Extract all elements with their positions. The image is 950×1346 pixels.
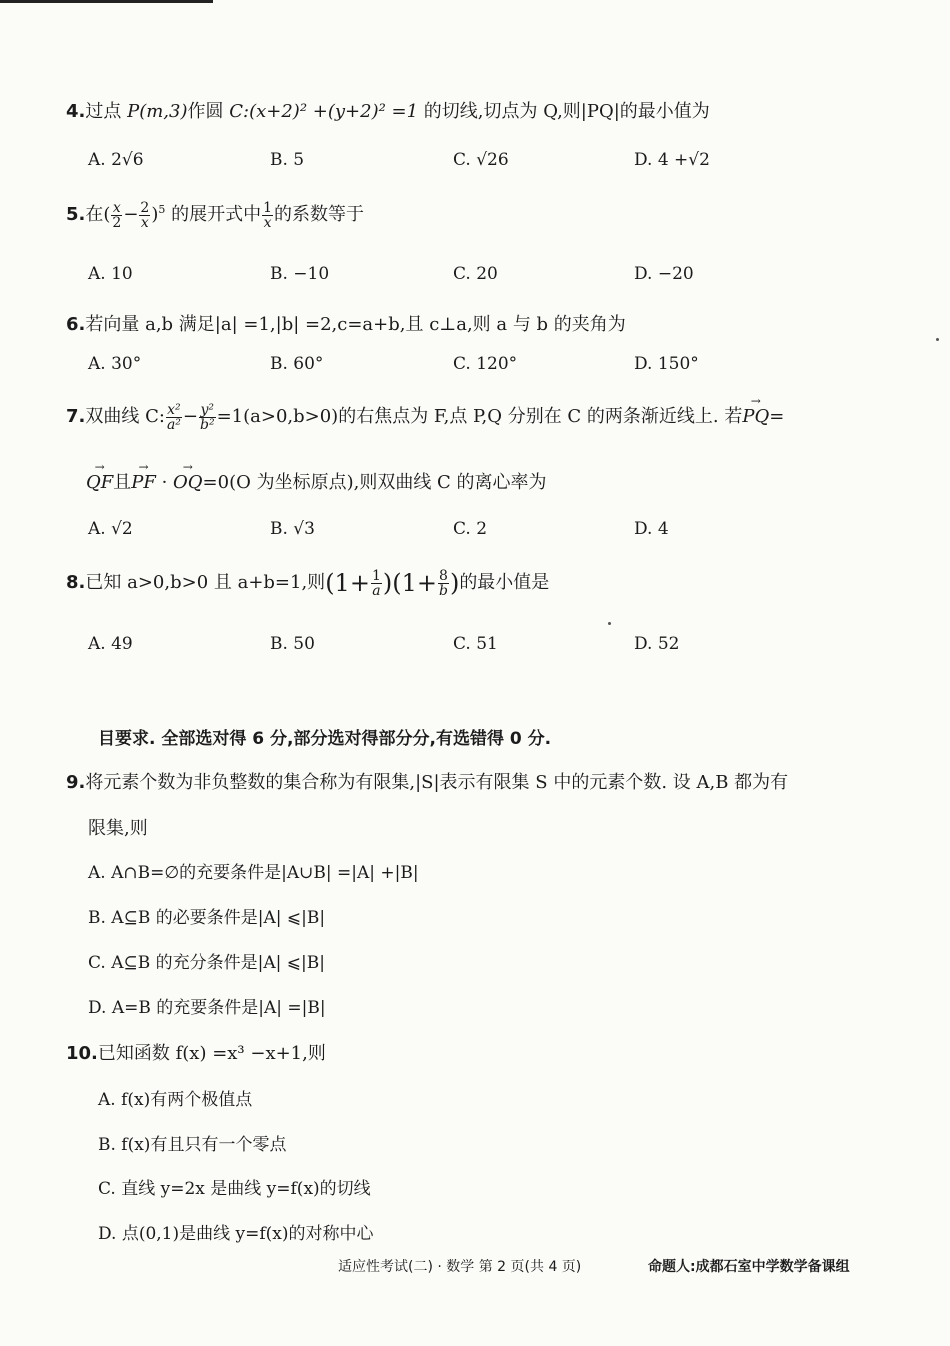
option-b: B. f(x)有且只有一个零点 [98, 1135, 287, 1155]
question-6 [66, 310, 626, 336]
question-7-line2: → QF且→ PF · → OQ=0(O 为坐标原点),则双曲线 C 的离心率为 [86, 468, 547, 494]
question-text: 将元素个数为非负整数的集合称为有限集,|S|表示有限集 S 中的元素个数. 设 A,B 都为有 [85, 772, 789, 793]
option-c: C. 2 [453, 519, 488, 539]
question-5: 5.在( $\frac{x}{2}$ − $\frac{2}{x}$ )$^5$ 的展开式中 $\frac{1}{x}$ 的系数等于 [66, 199, 365, 231]
option-d: D. 点(0,1)是曲线 y=f(x)的对称中心 [98, 1224, 374, 1244]
question-8: 8.已知 a>0,b>0 且 a+b=1,则(1+ $\frac{1}{a}$ )(1+ $\frac{8}{b}$ )的最小值是 [66, 567, 550, 599]
question-4 [66, 97, 710, 123]
fraction: $\frac{\text{y²}}{\text{b²}}$ [200, 401, 215, 433]
option-a: A. 2√6 [88, 150, 144, 170]
option-a: A. A∩B=∅的充要条件是|A∪B| =|A| +|B| [88, 863, 419, 883]
option-d: D. A=B 的充要条件是|A| =|B| [88, 998, 326, 1018]
scan-speck [608, 622, 611, 625]
fraction: $\frac{1}{a}$ [371, 567, 381, 599]
question-number: 8. [66, 572, 86, 593]
vector-oq: → OQ [173, 472, 203, 493]
question-number: 6. [66, 314, 86, 335]
scan-speck [936, 338, 939, 341]
question-text: =1(a>0,b>0)的右焦点为 F,点 P,Q 分别在 C 的两条渐近线上. 若 [216, 406, 743, 427]
option-b: B. 50 [270, 634, 315, 654]
question-9-line2: 限集,则 [88, 818, 148, 839]
question-text: 的系数等于 [274, 204, 365, 225]
option-c: C. 20 [453, 264, 498, 284]
question-text: 双曲线 C: [85, 406, 165, 427]
option-a: A. 49 [88, 634, 133, 654]
question-9 [66, 768, 788, 794]
option-d: D. 4 [634, 519, 669, 539]
question-text: 在( [85, 204, 111, 225]
question-text: 的切线,切点为 Q,则|PQ|的最小值为 [418, 101, 710, 122]
fraction: $\frac{2}{x}$ [140, 199, 150, 231]
option-a: A. √2 [88, 519, 133, 539]
question-text: 的展开式中 [165, 204, 262, 225]
fraction: $\frac{\text{x²}}{\text{a²}}$ [166, 401, 181, 433]
page-footer: 适应性考试(二) · 数学 第 2 页(共 4 页) [338, 1259, 582, 1275]
option-c: C. √26 [453, 150, 509, 170]
option-c: C. A⊆B 的充分条件是|A| ⩽|B| [88, 953, 325, 973]
option-d: D. 4 +√2 [634, 150, 710, 170]
section-instructions: 目要求. 全部选对得 6 分,部分选对得部分分,有选错得 0 分. [98, 729, 552, 749]
option-a: A. f(x)有两个极值点 [98, 1090, 253, 1110]
exponent: 5 [158, 203, 166, 216]
question-number: 5. [66, 204, 86, 225]
option-a: A. 30° [88, 354, 142, 374]
option-d: D. 150° [634, 354, 699, 374]
question-text: 已知 a>0,b>0 且 a+b=1,则 [85, 572, 326, 593]
option-c: C. 51 [453, 634, 498, 654]
question-text: 若向量 a,b 满足|a| =1,|b| =2,c=a+b,且 c⊥a,则 a 与 b 的夹角为 [85, 314, 626, 335]
vector-qf: → QF [86, 472, 113, 493]
option-a: A. 10 [88, 264, 133, 284]
question-10 [66, 1039, 326, 1065]
option-b: B. 5 [270, 150, 305, 170]
option-b: B. −10 [270, 264, 330, 284]
question-7: 7.双曲线 C: $\frac{\text{x²}}{\text{a²}}$ − $\frac{\text{y²}}{\text{b²}}$ =1(a>0,b>0)的右焦点为 F,点 P,Q 分别在 C 的两条渐近线上. 若→ PQ= [66, 402, 784, 432]
fraction: $\frac{8}{b}$ [438, 567, 448, 599]
question-number: 9. [66, 772, 86, 793]
footer-author: 命题人:成都石室中学数学备课组 [648, 1259, 850, 1275]
option-c: C. 120° [453, 354, 518, 374]
option-d: D. −20 [634, 264, 694, 284]
question-text: =0(O 为坐标原点),则双曲线 C 的离心率为 [202, 472, 547, 493]
vector-pf: → PF [131, 472, 156, 493]
question-number: 4. [66, 101, 86, 122]
option-b: B. √3 [270, 519, 315, 539]
option-c: C. 直线 y=2x 是曲线 y=f(x)的切线 [98, 1179, 371, 1199]
vector-pq: → PQ [742, 406, 769, 427]
fraction: $\frac{x}{2}$ [112, 199, 122, 231]
question-text: 已知函数 f(x) =x³ −x+1,则 [97, 1043, 326, 1064]
option-b: B. 60° [270, 354, 324, 374]
question-number: 7. [66, 406, 86, 427]
math-expression: C:(x+2)² +(y+2)² =1 [229, 101, 419, 122]
top-border-line [0, 0, 213, 3]
question-number: 10. [66, 1043, 98, 1064]
question-text: 作圆 [187, 101, 230, 122]
question-text: 过点 [85, 101, 128, 122]
question-text: 的最小值是 [459, 572, 550, 593]
option-d: D. 52 [634, 634, 680, 654]
fraction: $\frac{1}{x}$ [263, 199, 273, 231]
math-expression: P(m,3) [127, 101, 188, 122]
option-b: B. A⊆B 的必要条件是|A| ⩽|B| [88, 908, 326, 928]
